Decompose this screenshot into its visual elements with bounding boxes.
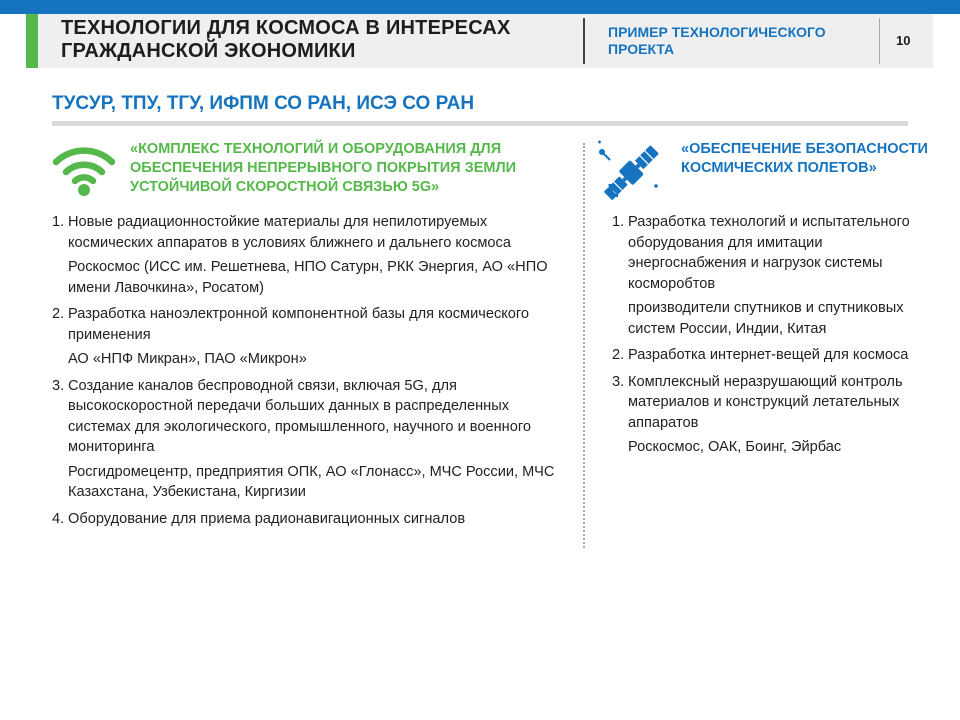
slide-title: ТЕХНОЛОГИИ ДЛЯ КОСМОСА В ИНТЕРЕСАХ ГРАЖДАНСКОЙ ЭКОНОМИКИ [61, 17, 511, 62]
satellite-icon [596, 138, 662, 204]
slide-subtitle: ПРИМЕР ТЕХНОЛОГИЧЕСКОГО ПРОЕКТА [608, 24, 826, 57]
item-number: 3. [52, 377, 65, 394]
item-text: Оборудование для приема радионавигационных сигналов [68, 510, 466, 527]
list-item [612, 212, 912, 339]
item-note: производители спутников и спутниковых систем России, Индии, Китая [628, 300, 904, 337]
slide-header [26, 14, 933, 68]
wifi-icon [52, 140, 116, 198]
page-number: 10 [896, 33, 911, 48]
top-accent-bar [0, 0, 960, 14]
left-heading: «КОМПЛЕКС ТЕХНОЛОГИЙ И ОБОРУДОВАНИЯ ДЛЯ ОБЕСПЕЧЕНИЯ НЕПРЕРЫВНОГО ПОКРЫТИЯ ЗЕМЛИ УСТОЙЧИВОЙ СКОРОСТНОЙ СВЯЗЬЮ 5G» [130, 141, 517, 195]
list-item [612, 372, 912, 458]
right-list [612, 212, 912, 464]
item-text: Создание каналов беспроводной связи, включая 5G, для высокоскоростной передачи больших данных в распределенных системах для экологического, промышленного, научного и военного мониторинга [68, 377, 531, 455]
list-item [612, 345, 912, 366]
item-note: АО «НПФ Микран», ПАО «Микрон» [68, 351, 307, 367]
list-item [52, 212, 572, 298]
item-text: Комплексный неразрушающий контроль материалов и конструкций летательных аппаратов [628, 373, 903, 431]
item-number: 3. [612, 373, 625, 390]
item-note: Роскосмос (ИСС им. Решетнева, НПО Сатурн, РКК Энергия, АО «НПО имени Лавочкина», Росатом) [68, 259, 548, 296]
item-number: 1. [612, 214, 625, 230]
header-divider [583, 18, 585, 64]
list-item [52, 376, 572, 503]
item-text: Разработка технологий и испытательного оборудования для имитации энергоснабжения и нагрузок системы косморобтов [628, 214, 910, 292]
right-heading: «ОБЕСПЕЧЕНИЕ БЕЗОПАСНОСТИ КОСМИЧЕСКИХ ПОЛЕТОВ» [681, 141, 928, 176]
item-number: 1. [52, 214, 65, 230]
list-item [52, 304, 572, 370]
item-number: 4. [52, 510, 65, 527]
item-text: Разработка наноэлектронной компонентной базы для космического применения [68, 306, 530, 343]
column-divider [583, 143, 585, 548]
left-list [52, 212, 572, 535]
list-item [52, 509, 572, 530]
item-note: Росгидромецентр, предприятия ОПК, АО «Глонасс», МЧС России, МЧС Казахстана, Узбекистана, Киргизии [68, 463, 555, 500]
item-text: Новые радиационностойкие материалы для непилотируемых космических аппаратов в условиях ближнего и дальнего космоса [68, 214, 511, 251]
item-number: 2. [52, 306, 65, 322]
header-accent-strip [26, 14, 38, 68]
institutions-heading: ТУСУР, ТПУ, ТГУ, ИФПМ СО РАН, ИСЭ СО РАН [52, 93, 475, 114]
institutions-underline [52, 121, 908, 126]
header-divider-page [879, 18, 880, 64]
item-note: Роскосмос, ОАК, Боинг, Эйрбас [628, 439, 842, 455]
item-number: 2. [612, 347, 625, 363]
item-text: Разработка интернет-вещей для космоса [628, 347, 909, 363]
